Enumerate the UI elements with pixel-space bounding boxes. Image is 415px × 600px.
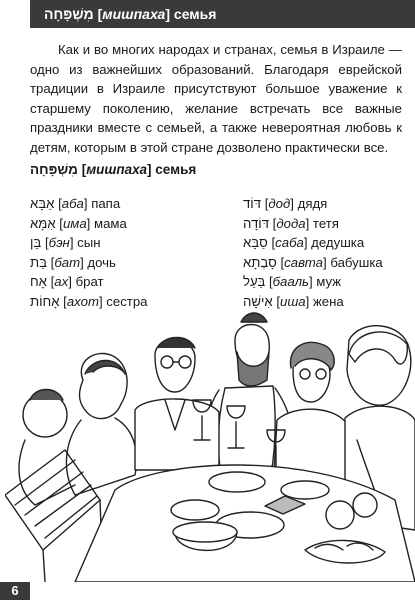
vocab-hebrew: בַּת [30,254,47,270]
vocab-translit: ахот [66,293,99,309]
family-dinner-illustration [5,300,415,582]
vocab-russian: дядя [297,196,328,211]
vocab-item: אָחוֹת [ахот] сестра [30,293,148,309]
vocab-item: אִישָׁה [иша] жена [243,293,344,309]
vocab-item: בַּעַל [бааль] муж [243,274,342,290]
vocab-item: דּוֹדָה [дода] тетя [243,215,339,231]
vocab-translit: бат [54,254,81,270]
vocab-hebrew: אָח [30,274,47,290]
vocab-russian: мама [94,215,127,231]
vocab-russian: сестра [106,293,148,309]
vocab-translit: саба [275,235,304,251]
vocab-russian: сын [77,235,101,251]
vocab-hebrew: בַּעַל [243,274,266,290]
intro-paragraph: Как и во многих народах и странах, семья в Израиле — одно из важнейших образований. Благодаря еврейской традиции в Израиле присутствуют большое уважение к старшему поколению, желание встречать все важные праздники вместе с семьей, а также невероятная любовь к детям, которым в этой стране дозволено практически все. [30,42,402,155]
vocab-title-russian: семья [155,162,197,177]
vocab-item: סָבְתָא [савта] бабушка [243,254,383,270]
vocab-russian: жена [312,293,344,309]
chapter-header: מִשְׁפָּחָה [мишпаха] семья [30,0,415,28]
vocab-russian: бабушка [330,254,383,270]
vocab-translit: бэн [48,235,70,251]
vocab-hebrew: דּוֹד [243,196,262,211]
vocab-item: סַבָּא [саба] дедушка [243,235,365,251]
vocab-item: אַבָּא [аба] папа [30,196,121,211]
vocab-russian: тетя [312,215,339,231]
vocab-translit: ах [54,274,69,290]
vocab-translit: дода [276,215,306,231]
vocab-translit: савта [284,254,323,270]
vocab-item: אִמָּא [има] мама [30,215,127,231]
vocab-hebrew: אָחוֹת [30,293,60,309]
header-translit: мишпаха [102,6,166,22]
vocab-hebrew: סַבָּא [243,235,268,251]
vocab-hebrew: דּוֹדָה [243,215,270,231]
vocab-item: בַּת [бат] дочь [30,254,116,270]
vocab-hebrew: אַבָּא [30,196,55,211]
vocab-item: דּוֹד [дод] дядя [243,196,328,211]
vocab-hebrew: סָבְתָא [243,254,277,270]
page-number: 6 [0,582,30,600]
man-glasses-drawing [135,338,219,471]
vocab-title-hebrew: מִשְׁפָּחָה [30,162,78,177]
vocab-hebrew: בֵּן [30,235,42,251]
vocab-russian: муж [316,274,342,290]
vocab-russian: дочь [87,254,116,270]
vocab-title-translit: мишпаха [86,162,148,177]
vocab-translit: иша [280,293,306,309]
vocab-russian: брат [75,274,104,290]
header-hebrew: מִשְׁפָּחָה [44,6,94,22]
vocab-list-right [243,194,415,312]
vocab-item: בֵּן [бэн] сын [30,235,101,251]
vocab-hebrew: אִישָׁה [243,293,273,309]
vocab-translit: бааль [272,274,309,290]
vocab-russian: дедушка [311,235,365,251]
vocab-translit: аба [61,196,84,211]
vocab-title: מִשְׁפָּחָה [мишпаха] семья [30,162,197,177]
vocab-translit: има [62,215,87,231]
vocab-item: אָח [ах] брат [30,274,104,290]
vocab-translit: дод [268,196,291,211]
vocab-russian: папа [91,196,121,211]
header-russian: семья [173,6,217,22]
vocab-list-left [30,194,205,312]
vocab-hebrew: אִמָּא [30,215,56,231]
